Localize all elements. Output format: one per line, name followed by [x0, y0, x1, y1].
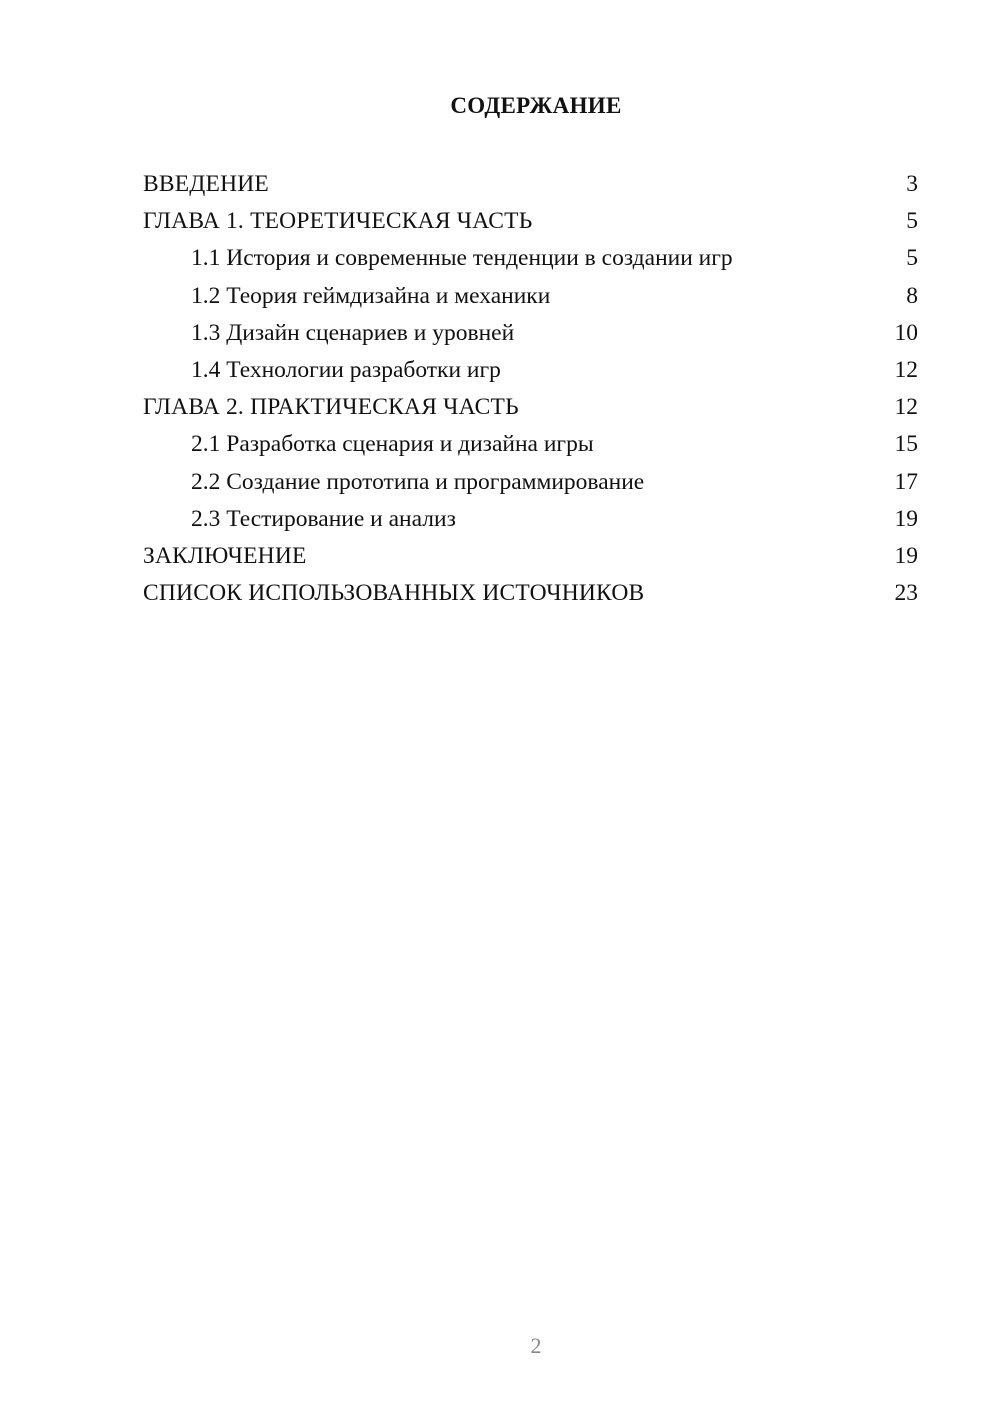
toc-entry-page: 19	[894, 505, 918, 532]
toc-entry-text: 1.2 Теория геймдизайна и механики	[191, 282, 551, 309]
toc-entry-page: 8	[906, 282, 918, 309]
toc-entry	[143, 389, 918, 426]
toc-entry	[143, 203, 918, 240]
toc-entry-text: ЗАКЛЮЧЕНИЕ	[143, 542, 307, 569]
toc-entry-text: 2.2 Создание прототипа и программирование	[191, 468, 645, 495]
toc-entry-text: 1.4 Технологии разработки игр	[191, 356, 501, 383]
toc-entry-text: 1.3 Дизайн сценариев и уровней	[191, 319, 515, 346]
toc-entry-page: 12	[894, 356, 918, 383]
toc-entry	[143, 352, 918, 389]
toc-entry	[143, 278, 918, 315]
toc-entry-text: 1.1 История и современные тенденции в создании игр	[191, 245, 733, 272]
toc-entry	[143, 240, 918, 277]
toc-entry-text: ГЛАВА 2. ПРАКТИЧЕСКАЯ ЧАСТЬ	[143, 394, 519, 421]
toc-entry-page: 5	[906, 245, 918, 272]
toc-entry	[143, 538, 918, 575]
toc-entry-text: ВВЕДЕНИЕ	[143, 171, 269, 197]
toc-entry-text: ГЛАВА 1. ТЕОРЕТИЧЕСКАЯ ЧАСТЬ	[143, 208, 533, 235]
table-of-contents	[143, 166, 918, 612]
toc-title: СОДЕРЖАНИЕ	[450, 93, 622, 118]
toc-entry-page: 17	[894, 468, 918, 495]
toc-entry-page: 19	[894, 542, 918, 569]
toc-entry-text: 2.3 Тестирование и анализ	[191, 505, 456, 532]
toc-entry-page: 5	[906, 208, 918, 235]
toc-entry	[143, 166, 918, 203]
page-number: 2	[530, 1333, 542, 1358]
toc-entry	[143, 426, 918, 463]
toc-entry-page: 23	[894, 580, 918, 607]
toc-entry-text: 2.1 Разработка сценария и дизайна игры	[191, 431, 594, 458]
toc-entry-page: 10	[894, 319, 918, 346]
toc-entry	[143, 464, 918, 501]
toc-entry-text: СПИСОК ИСПОЛЬЗОВАННЫХ ИСТОЧНИКОВ	[143, 580, 645, 607]
toc-entry-page: 12	[894, 394, 918, 421]
toc-entry-page: 15	[894, 431, 918, 458]
toc-entry	[143, 315, 918, 352]
toc-entry	[143, 501, 918, 538]
toc-entry	[143, 575, 918, 612]
toc-entry-page: 3	[906, 171, 918, 197]
